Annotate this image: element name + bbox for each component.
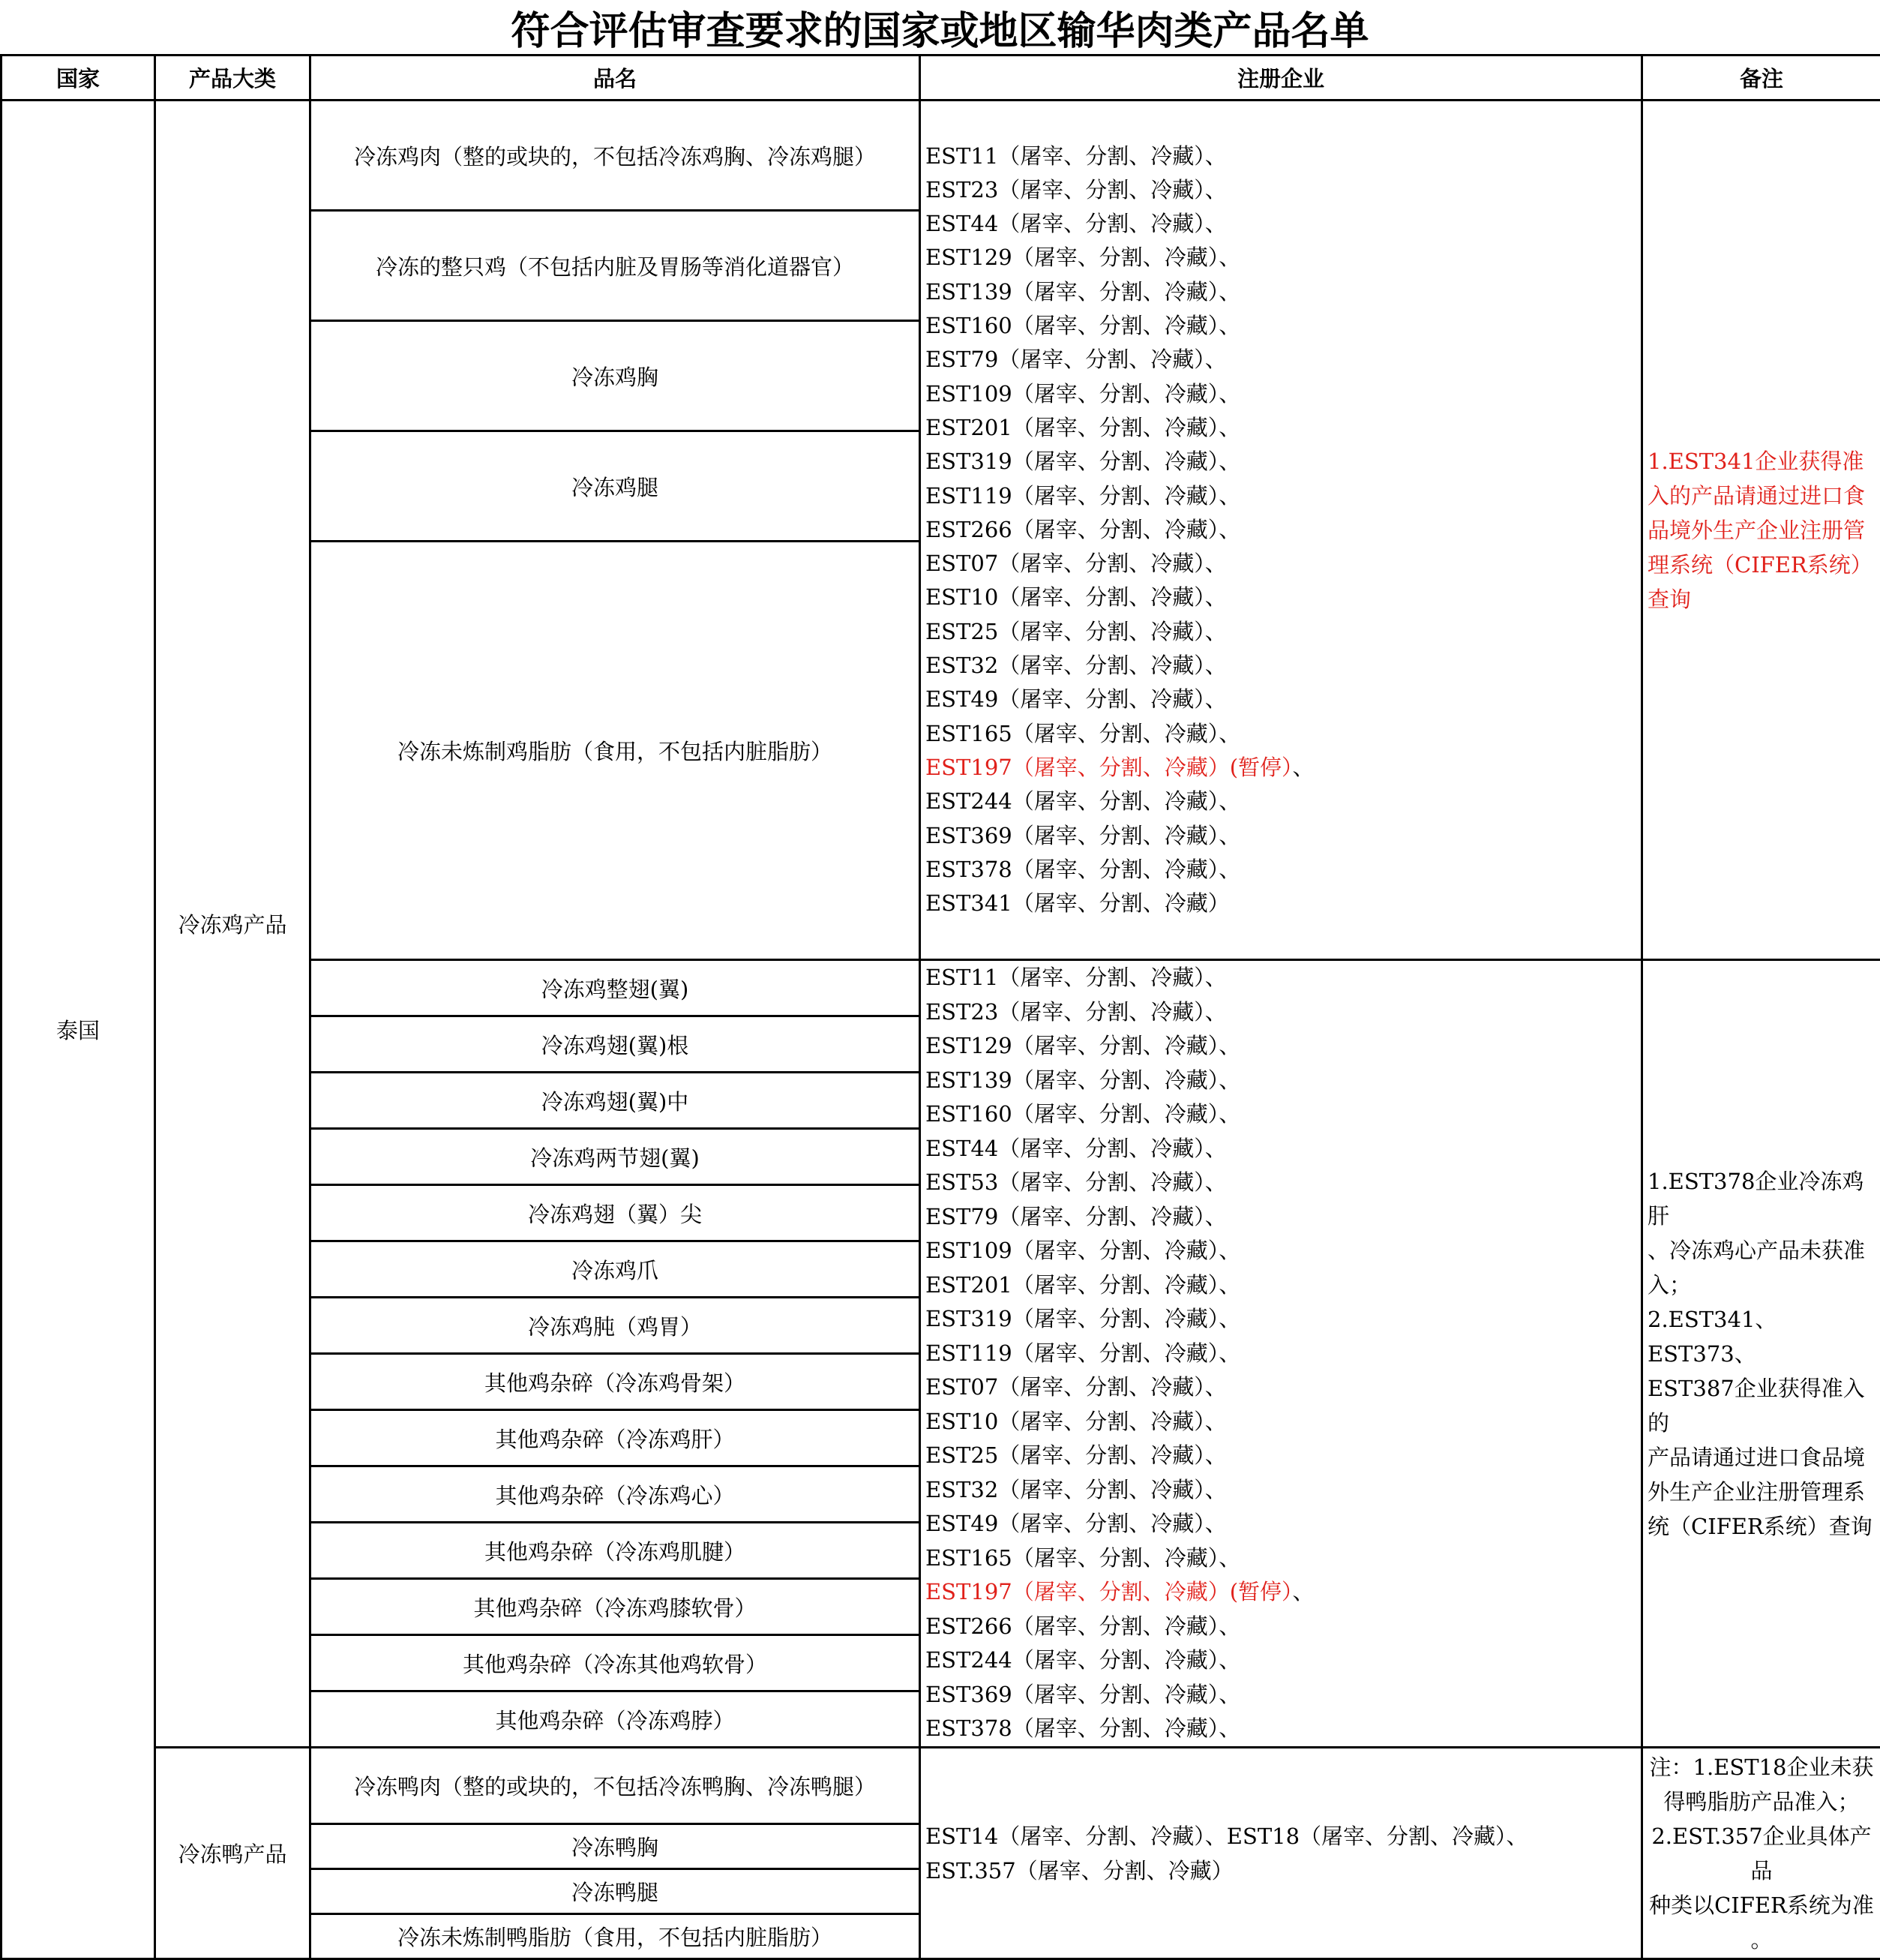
note-line: 2.EST.357企业具体产品	[1648, 1819, 1876, 1888]
enterprise-item-suspended	[925, 751, 1641, 785]
enterprise-item: EST119（屠宰、分割、冷藏）、	[925, 479, 1641, 513]
header-enterprise: 注册企业	[920, 56, 1642, 101]
enterprise-item: EST109（屠宰、分割、冷藏）、	[925, 1234, 1641, 1268]
enterprise-item: EST160（屠宰、分割、冷藏）、	[925, 1097, 1641, 1132]
enterprise-item: EST32（屠宰、分割、冷藏）、	[925, 649, 1641, 683]
note-line: 、冷冻鸡心产品未获准	[1648, 1233, 1876, 1268]
product-cell: 冷冻鸡胸	[310, 321, 920, 431]
enterprise-item: EST53（屠宰、分割、冷藏）、	[925, 1166, 1641, 1200]
header-row	[1, 56, 1880, 101]
product-cell: 冷冻鸭肉（整的或块的，不包括冷冻鸭胸、冷冻鸭腿）	[310, 1748, 920, 1824]
enterprise-item: EST119（屠宰、分割、冷藏）、	[925, 1337, 1641, 1371]
enterprise-line: EST.357（屠宰、分割、冷藏）	[925, 1853, 1641, 1888]
product-cell: 冷冻未炼制鸭脂肪（食用，不包括内脏脂肪）	[310, 1914, 920, 1959]
enterprise-item: EST165（屠宰、分割、冷藏）、	[925, 717, 1641, 751]
product-cell: 冷冻鸡腿	[310, 431, 920, 542]
note-duck	[1642, 1748, 1880, 1959]
product-cell: 其他鸡杂碎（冷冻鸡肌腱）	[310, 1523, 920, 1579]
enterprise-item: EST266（屠宰、分割、冷藏）、	[925, 513, 1641, 547]
enterprise-item: EST49（屠宰、分割、冷藏）、	[925, 1507, 1641, 1541]
enterprise-list-a	[920, 101, 1642, 960]
category-duck: 冷冻鸭产品	[155, 1748, 310, 1959]
product-cell: 其他鸡杂碎（冷冻鸡骨架）	[310, 1354, 920, 1410]
enterprise-item: EST201（屠宰、分割、冷藏）、	[925, 1268, 1641, 1303]
product-cell: 冷冻鸡两节翅(翼)	[310, 1129, 920, 1185]
suspended-text: EST197（屠宰、分割、冷藏）(暂停）	[925, 755, 1293, 780]
enterprise-item: EST165（屠宰、分割、冷藏）、	[925, 1541, 1641, 1576]
note-line: 1.EST378企业冷冻鸡肝	[1648, 1164, 1876, 1233]
enterprise-item: EST44（屠宰、分割、冷藏）、	[925, 1132, 1641, 1166]
suspended-text: EST197（屠宰、分割、冷藏）(暂停）	[925, 1579, 1293, 1604]
enterprise-line: EST14（屠宰、分割、冷藏）、EST18（屠宰、分割、冷藏）、	[925, 1819, 1641, 1853]
enterprise-item: EST129（屠宰、分割、冷藏）、	[925, 241, 1641, 275]
enterprise-item: EST11（屠宰、分割、冷藏）、	[925, 140, 1641, 173]
enterprise-item: EST79（屠宰、分割、冷藏）、	[925, 1200, 1641, 1235]
header-country: 国家	[1, 56, 155, 101]
enterprise-item: EST244（屠宰、分割、冷藏）、	[925, 1643, 1641, 1678]
note-line: EST387企业获得准入的	[1648, 1371, 1876, 1440]
note-chicken-a: 1.EST341企业获得准入的产品请通过进口食品境外生产企业注册管理系统（CIFER系统）查询	[1642, 101, 1880, 960]
note-line: 统（CIFER系统）查询	[1648, 1509, 1876, 1544]
enterprise-item: EST44（屠宰、分割、冷藏）、	[925, 207, 1641, 241]
enterprise-item: EST10（屠宰、分割、冷藏）、	[925, 1405, 1641, 1439]
enterprise-item: EST266（屠宰、分割、冷藏）、	[925, 1610, 1641, 1644]
enterprise-item: EST201（屠宰、分割、冷藏）、	[925, 411, 1641, 445]
product-cell: 其他鸡杂碎（冷冻鸡肝）	[310, 1410, 920, 1466]
header-category: 产品大类	[155, 56, 310, 101]
table-row	[1, 101, 1880, 211]
enterprise-item: EST378（屠宰、分割、冷藏）、	[925, 1712, 1641, 1746]
product-cell: 其他鸡杂碎（冷冻鸡膝软骨）	[310, 1579, 920, 1635]
country-cell: 泰国	[1, 101, 155, 1959]
enterprise-item: EST79（屠宰、分割、冷藏）、	[925, 343, 1641, 377]
note-line: 2.EST341、EST373、	[1648, 1302, 1876, 1371]
enterprise-item: EST369（屠宰、分割、冷藏）、	[925, 819, 1641, 853]
note-line: 入；	[1648, 1268, 1876, 1302]
note-chicken-b	[1642, 960, 1880, 1748]
enterprise-item: EST139（屠宰、分割、冷藏）、	[925, 275, 1641, 309]
note-line: 注：1.EST18企业未获	[1648, 1750, 1876, 1784]
enterprise-item: EST32（屠宰、分割、冷藏）、	[925, 1473, 1641, 1508]
note-line: 种类以CIFER系统为准	[1648, 1888, 1876, 1922]
note-line: 得鸭脂肪产品准入；	[1648, 1784, 1876, 1819]
product-cell: 冷冻鸡翅(翼)根	[310, 1016, 920, 1073]
product-cell: 其他鸡杂碎（冷冻鸡心）	[310, 1466, 920, 1523]
product-cell: 冷冻鸭胸	[310, 1824, 920, 1869]
suspended-suffix: 、	[1293, 1579, 1315, 1604]
note-line: 。	[1648, 1922, 1876, 1957]
sheet-title: 符合评估审查要求的国家或地区输华肉类产品名单	[0, 0, 1880, 54]
enterprise-item: EST23（屠宰、分割、冷藏）、	[925, 173, 1641, 207]
product-cell: 其他鸡杂碎（冷冻鸡脖）	[310, 1691, 920, 1748]
enterprise-item: EST07（屠宰、分割、冷藏）、	[925, 1370, 1641, 1405]
product-table	[0, 54, 1880, 1960]
enterprise-item: EST23（屠宰、分割、冷藏）、	[925, 995, 1641, 1030]
enterprise-item: EST25（屠宰、分割、冷藏）、	[925, 615, 1641, 649]
enterprise-item: EST109（屠宰、分割、冷藏）、	[925, 377, 1641, 411]
product-cell: 冷冻的整只鸡（不包括内脏及胃肠等消化道器官）	[310, 211, 920, 321]
enterprise-item: EST319（屠宰、分割、冷藏）、	[925, 1302, 1641, 1337]
product-cell: 冷冻鸡肉（整的或块的，不包括冷冻鸡胸、冷冻鸡腿）	[310, 101, 920, 211]
header-note: 备注	[1642, 56, 1880, 101]
enterprise-list-b	[920, 960, 1642, 1748]
enterprise-item: EST378（屠宰、分割、冷藏）、	[925, 853, 1641, 887]
product-cell: 冷冻鸡整翅(翼)	[310, 960, 920, 1016]
suspended-suffix: 、	[1293, 755, 1315, 780]
table-row	[1, 1748, 1880, 1824]
product-cell: 冷冻鸡爪	[310, 1241, 920, 1298]
enterprise-item-suspended	[925, 1575, 1641, 1610]
product-cell: 冷冻鸡翅(翼)中	[310, 1073, 920, 1129]
enterprise-item: EST160（屠宰、分割、冷藏）、	[925, 309, 1641, 343]
enterprise-item: EST07（屠宰、分割、冷藏）、	[925, 547, 1641, 581]
enterprise-item: EST369（屠宰、分割、冷藏）、	[925, 1678, 1641, 1712]
enterprise-item: EST10（屠宰、分割、冷藏）、	[925, 581, 1641, 614]
product-cell: 冷冻未炼制鸡脂肪（食用，不包括内脏脂肪）	[310, 542, 920, 960]
enterprise-item: EST49（屠宰、分割、冷藏）、	[925, 683, 1641, 716]
product-cell: 冷冻鸡翅（翼）尖	[310, 1185, 920, 1241]
product-cell: 冷冻鸭腿	[310, 1869, 920, 1914]
note-line: 外生产企业注册管理系	[1648, 1475, 1876, 1509]
note-line: 产品请通过进口食品境	[1648, 1440, 1876, 1475]
header-product: 品名	[310, 56, 920, 101]
enterprise-item: EST25（屠宰、分割、冷藏）、	[925, 1439, 1641, 1473]
enterprise-item: EST139（屠宰、分割、冷藏）、	[925, 1064, 1641, 1098]
enterprise-list-duck	[920, 1748, 1642, 1959]
category-chicken: 冷冻鸡产品	[155, 101, 310, 1748]
enterprise-item: EST244（屠宰、分割、冷藏）、	[925, 785, 1641, 818]
enterprise-item: EST341（屠宰、分割、冷藏）	[925, 887, 1641, 920]
product-cell: 冷冻鸡肫（鸡胃）	[310, 1298, 920, 1354]
enterprise-item: EST11（屠宰、分割、冷藏）、	[925, 961, 1641, 995]
enterprise-item: EST129（屠宰、分割、冷藏）、	[925, 1029, 1641, 1064]
enterprise-item: EST319（屠宰、分割、冷藏）、	[925, 445, 1641, 479]
product-cell: 其他鸡杂碎（冷冻其他鸡软骨）	[310, 1635, 920, 1691]
